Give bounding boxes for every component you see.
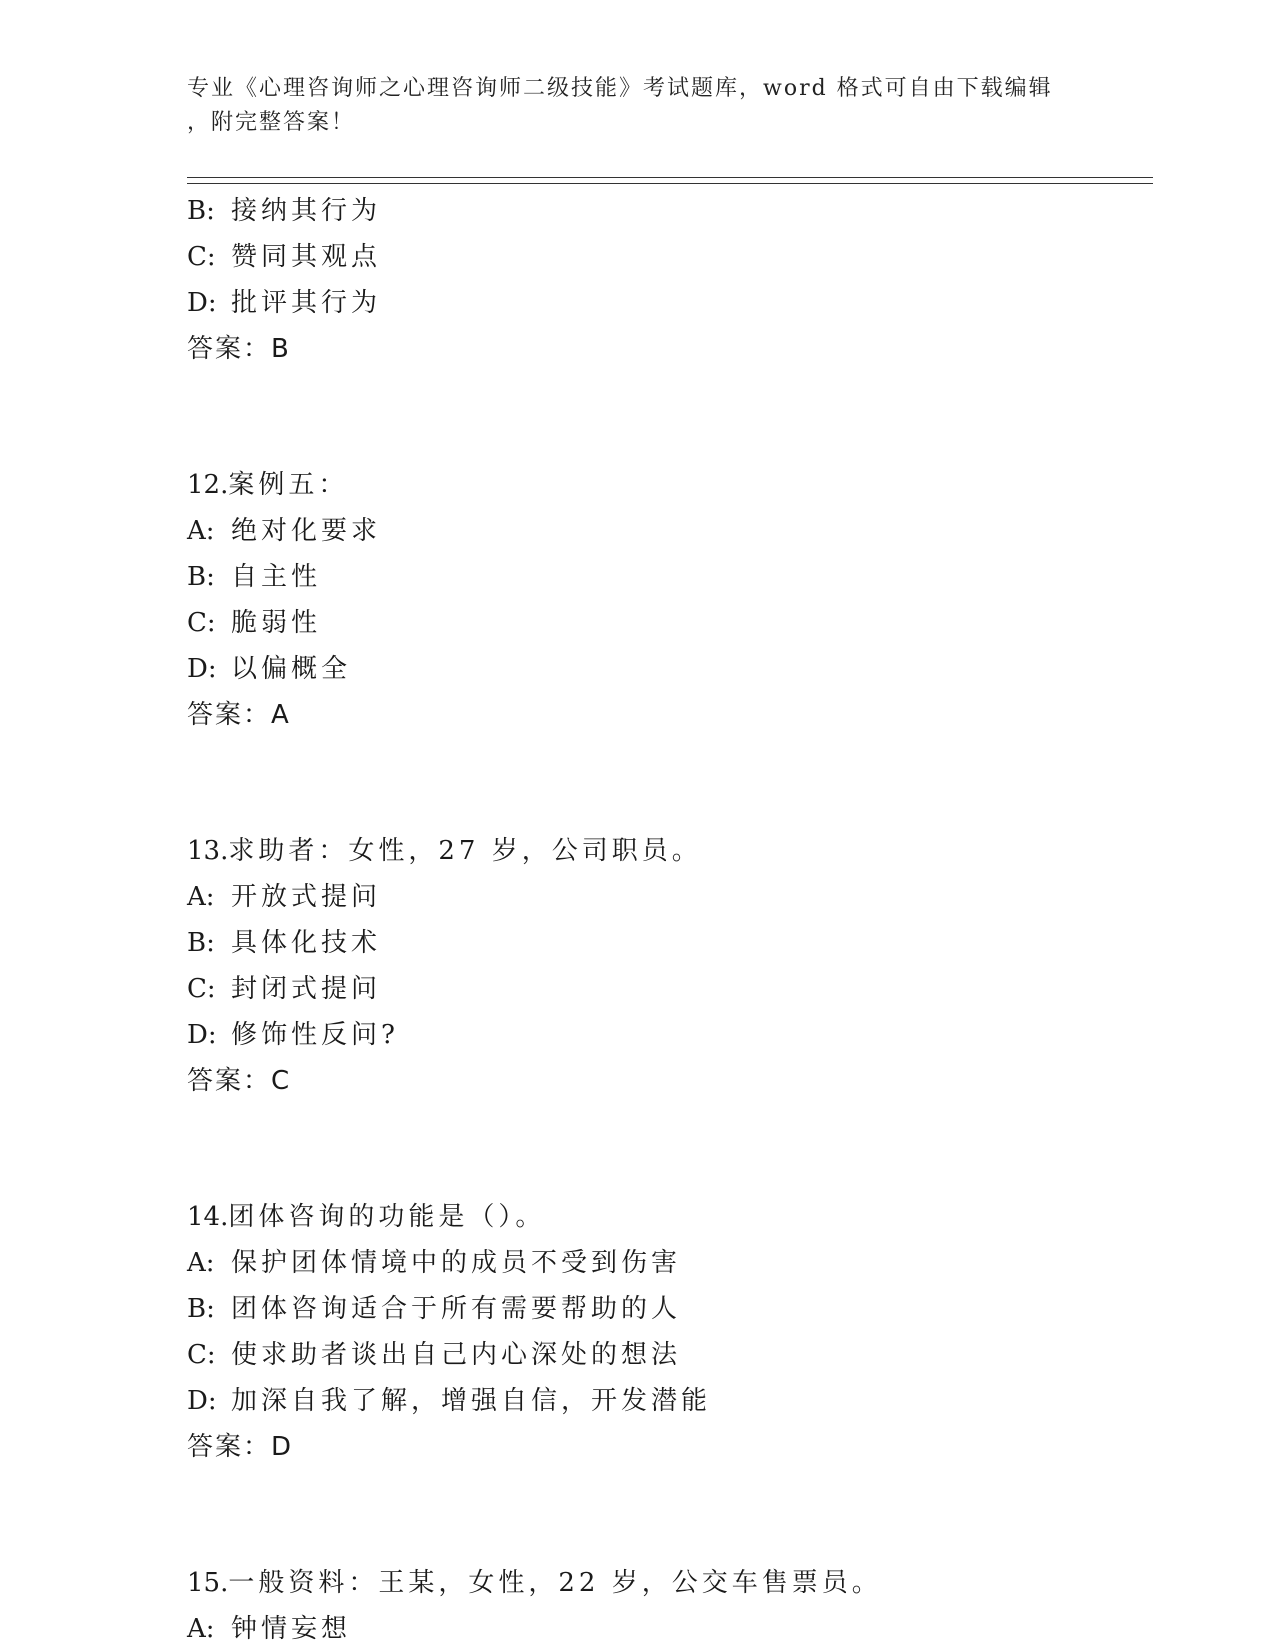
option-line bbox=[187, 280, 1153, 326]
option-text: 封闭式提问 bbox=[231, 974, 382, 1004]
option-line bbox=[187, 646, 1153, 692]
question-list bbox=[187, 188, 1153, 1652]
option-text: 团体咨询适合于所有需要帮助的人 bbox=[231, 1294, 682, 1324]
option-key: A: bbox=[187, 1248, 215, 1278]
option-key: D: bbox=[187, 1386, 217, 1416]
option-key: D: bbox=[187, 1020, 217, 1050]
option-key: B: bbox=[187, 196, 215, 226]
option-line bbox=[187, 1012, 1153, 1058]
question-text: 一般资料：王某，女性，22 岁，公交车售票员。 bbox=[228, 1568, 882, 1598]
option-key: C: bbox=[187, 608, 216, 638]
option-line bbox=[187, 188, 1153, 234]
option-line bbox=[187, 1240, 1153, 1286]
header-line-1: 专业《心理咨询师之心理咨询师二级技能》考试题库，word 格式可自由下载编辑 bbox=[187, 76, 1053, 101]
question-12 bbox=[187, 462, 1153, 738]
option-key: C: bbox=[187, 1340, 216, 1370]
option-text: 赞同其观点 bbox=[231, 242, 382, 272]
option-text: 接纳其行为 bbox=[231, 196, 382, 226]
option-text: 自主性 bbox=[231, 562, 322, 592]
option-key: D: bbox=[187, 654, 217, 684]
answer-line: 答案：A bbox=[187, 700, 291, 730]
option-text: 批评其行为 bbox=[231, 288, 382, 318]
question-stem bbox=[187, 462, 1153, 508]
spacer bbox=[187, 1470, 1153, 1560]
spacer bbox=[187, 738, 1153, 828]
option-text: 加深自我了解，增强自信，开发潜能 bbox=[231, 1386, 712, 1416]
question-stem bbox=[187, 1560, 1153, 1606]
option-line bbox=[187, 874, 1153, 920]
question-text: 团体咨询的功能是（）。 bbox=[228, 1202, 546, 1232]
option-key: B: bbox=[187, 928, 215, 958]
header-line-2: ，附完整答案！ bbox=[187, 110, 356, 135]
option-key: A: bbox=[187, 882, 215, 912]
option-line bbox=[187, 234, 1153, 280]
question-text: 求助者：女性，27 岁，公司职员。 bbox=[228, 836, 702, 866]
option-line bbox=[187, 966, 1153, 1012]
question-number: 13. bbox=[187, 836, 229, 866]
option-key: A: bbox=[187, 1614, 215, 1644]
option-key: C: bbox=[187, 974, 216, 1004]
option-text: 开放式提问 bbox=[231, 882, 382, 912]
option-text: 使求助者谈出自己内心深处的想法 bbox=[231, 1340, 682, 1370]
question-continued bbox=[187, 188, 1153, 372]
question-13 bbox=[187, 828, 1153, 1104]
option-text: 脆弱性 bbox=[231, 608, 322, 638]
question-number: 15. bbox=[187, 1568, 229, 1598]
option-key: C: bbox=[187, 242, 216, 272]
answer-line: 答案：C bbox=[187, 1066, 292, 1096]
option-key: D: bbox=[187, 288, 217, 318]
option-key: B: bbox=[187, 1294, 215, 1324]
document-header bbox=[187, 72, 1067, 140]
option-line bbox=[187, 1378, 1153, 1424]
option-line bbox=[187, 920, 1153, 966]
option-text: 保护团体情境中的成员不受到伤害 bbox=[231, 1248, 682, 1278]
option-line bbox=[187, 1332, 1153, 1378]
option-line bbox=[187, 600, 1153, 646]
answer-line: 答案：B bbox=[187, 334, 291, 364]
spacer bbox=[187, 372, 1153, 462]
option-text: 钟情妄想 bbox=[231, 1614, 352, 1644]
question-14 bbox=[187, 1194, 1153, 1470]
header-divider-top bbox=[187, 177, 1153, 178]
option-key: A: bbox=[187, 516, 215, 546]
question-number: 14. bbox=[187, 1202, 229, 1232]
option-text: 以偏概全 bbox=[231, 654, 352, 684]
question-number: 12. bbox=[187, 470, 229, 500]
answer-line: 答案：D bbox=[187, 1432, 294, 1462]
question-stem bbox=[187, 828, 1153, 874]
option-text: 具体化技术 bbox=[231, 928, 382, 958]
option-line bbox=[187, 1606, 1153, 1652]
header-divider-bottom bbox=[187, 183, 1153, 184]
option-line bbox=[187, 1286, 1153, 1332]
spacer bbox=[187, 1104, 1153, 1194]
option-text: 修饰性反问? bbox=[231, 1020, 399, 1050]
question-stem bbox=[187, 1194, 1153, 1240]
option-key: B: bbox=[187, 562, 215, 592]
question-text: 案例五： bbox=[228, 470, 349, 500]
option-text: 绝对化要求 bbox=[231, 516, 382, 546]
question-15 bbox=[187, 1560, 1153, 1652]
option-line bbox=[187, 554, 1153, 600]
option-line bbox=[187, 508, 1153, 554]
